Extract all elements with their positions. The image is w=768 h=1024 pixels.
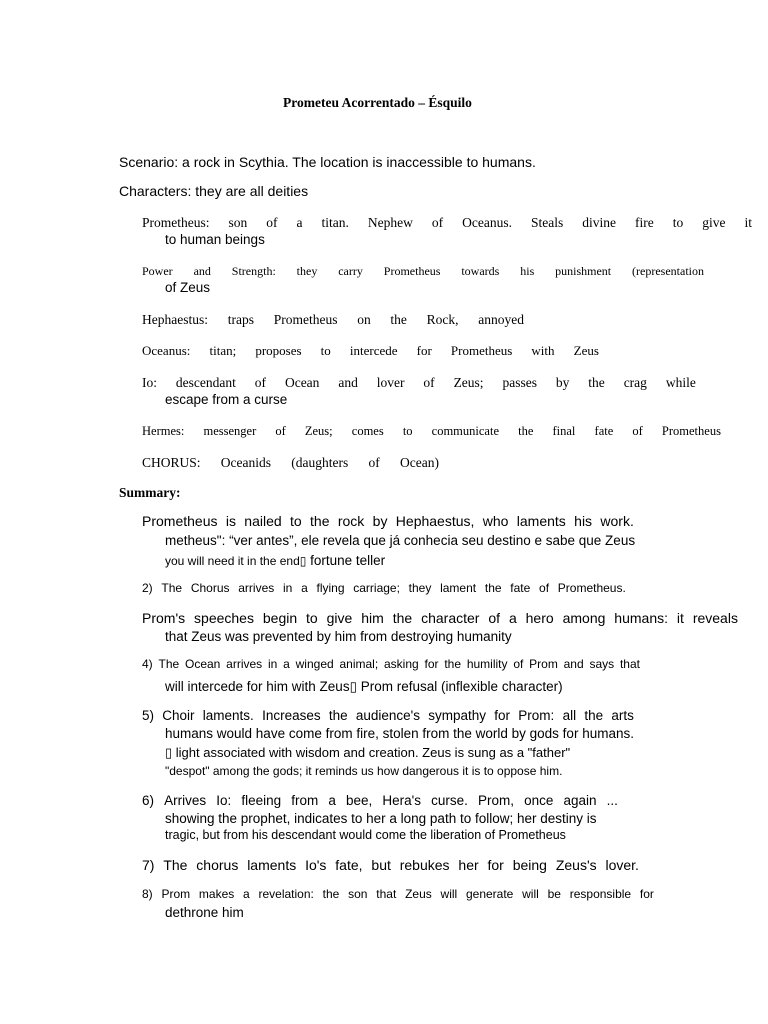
word: arrives <box>238 581 275 595</box>
word: the <box>584 708 604 723</box>
character-io-line1 <box>142 376 696 390</box>
scenario-line: Scenario: a rock in Scythia. The location is inaccessible to humans. <box>119 154 536 170</box>
word: Prom: <box>518 708 555 723</box>
word: the <box>444 657 461 671</box>
word: a <box>243 887 250 901</box>
word: arts <box>611 708 634 723</box>
word: his <box>520 264 535 278</box>
word: animal; <box>339 657 379 671</box>
character-prometheus-line1 <box>142 216 752 230</box>
word: Oceanus: <box>142 343 191 358</box>
word: the <box>310 513 330 529</box>
word: and <box>338 375 358 390</box>
word: that <box>619 657 640 671</box>
word: will <box>440 887 458 901</box>
word: Nephew <box>367 215 413 230</box>
word: humility <box>466 657 508 671</box>
word: 2) <box>142 581 153 595</box>
word: of <box>254 375 267 390</box>
word: son <box>348 887 368 901</box>
word: carriage; <box>353 581 400 595</box>
summary-item1-line3-text: you will need it in the end <box>165 554 300 568</box>
word: they <box>408 581 432 595</box>
word: Hera's <box>382 793 421 808</box>
word: Zeus; <box>304 424 333 438</box>
word: Hephaestus: <box>142 312 208 327</box>
word: Zeus; <box>453 375 484 390</box>
word: to <box>306 610 318 626</box>
word: titan; <box>209 343 237 358</box>
word: humans: <box>614 610 668 626</box>
word: The <box>158 657 180 671</box>
word: speeches <box>194 610 254 626</box>
word: the <box>328 708 348 723</box>
word: is <box>225 513 236 529</box>
word: Ocean <box>184 657 221 671</box>
word: begin <box>262 610 298 626</box>
word: arrives <box>226 657 263 671</box>
word: who <box>482 513 509 529</box>
word: him <box>361 610 384 626</box>
summary-item6-line1 <box>142 794 618 808</box>
word: 6) <box>142 793 155 808</box>
word: the <box>392 610 413 626</box>
word: flying <box>316 581 345 595</box>
summary-item1-line3-tail: fortune teller <box>306 553 386 568</box>
word: a <box>301 581 308 595</box>
word: Prometheus <box>450 343 513 358</box>
word: give <box>702 215 726 230</box>
word: winged <box>295 657 334 671</box>
word: Prom's <box>142 610 186 626</box>
character-hephaestus <box>142 313 524 327</box>
word: Io: <box>142 375 157 390</box>
word: by <box>555 375 570 390</box>
summary-item8-line2: dethrone him <box>165 905 244 920</box>
word: will <box>522 887 539 901</box>
summary-item6-line3: tragic, but from his descendant would come the liberation of Prometheus <box>165 828 566 842</box>
word: towards <box>461 264 500 278</box>
missing-glyph-icon: ▯ <box>299 554 307 568</box>
word: CHORUS: <box>142 455 201 470</box>
word: and <box>193 264 211 278</box>
summary-item4-line1 <box>142 658 640 670</box>
word: nailed <box>244 513 282 529</box>
word: final <box>552 424 576 438</box>
summary-item2 <box>142 582 626 594</box>
word: and <box>563 657 584 671</box>
word: (daughters <box>291 455 349 470</box>
word: titan. <box>321 215 349 230</box>
character-oceanus <box>142 344 599 357</box>
word: Arrives <box>164 793 207 808</box>
characters-heading: Characters: they are all deities <box>119 183 309 199</box>
missing-glyph-icon: ▯ <box>165 745 173 760</box>
word: lament <box>440 581 477 595</box>
word: in <box>283 581 293 595</box>
word: work. <box>600 513 634 529</box>
word: by <box>372 513 388 529</box>
word: 8) <box>142 887 153 901</box>
word: of <box>266 215 278 230</box>
word: rock <box>337 513 365 529</box>
word: Io: <box>216 793 232 808</box>
summary-item5-line2: humans would have come from fire, stolen from the world by gods for humans. <box>165 726 634 741</box>
word: intercede <box>349 343 398 358</box>
word: Prometheus: <box>142 215 210 230</box>
summary-item4-line2-text: will intercede for him with Zeus <box>165 679 350 694</box>
word: Prometheus <box>142 513 218 529</box>
word: of <box>539 581 550 595</box>
word: crag <box>623 375 647 390</box>
word: again <box>563 793 597 808</box>
word: of <box>423 375 435 390</box>
word: of <box>632 424 643 438</box>
word: her <box>458 857 479 873</box>
word: communicate <box>431 424 499 438</box>
word: it <box>676 610 684 626</box>
word: generate <box>465 887 514 901</box>
word: Ocean) <box>399 455 439 470</box>
character-chorus <box>142 456 439 470</box>
word: Chorus <box>190 581 230 595</box>
word: for <box>639 887 654 901</box>
word: on <box>357 312 371 327</box>
word: character <box>421 610 480 626</box>
word: in <box>267 657 278 671</box>
word: descendant <box>175 375 236 390</box>
word: be <box>547 887 561 901</box>
summary-item4-line2-tail: Prom refusal (inflexible character) <box>357 679 563 694</box>
word: Zeus's <box>555 857 597 873</box>
word: Prometheus <box>383 264 441 278</box>
document-title: Prometeu Acorrentado – Ésquilo <box>283 95 472 110</box>
word: to <box>402 424 413 438</box>
summary-item7 <box>142 858 639 872</box>
word: Choir <box>162 708 195 723</box>
word: divine <box>582 215 616 230</box>
word: Strength: <box>231 264 276 278</box>
word: a <box>328 793 336 808</box>
word: passes <box>502 375 537 390</box>
word: fate <box>510 581 531 595</box>
word: chorus <box>196 857 239 873</box>
word: laments <box>516 513 566 529</box>
word: the <box>588 375 605 390</box>
word: a <box>283 657 290 671</box>
word: asking <box>383 657 419 671</box>
word: reveals <box>692 610 738 626</box>
word: punishment <box>555 264 612 278</box>
word: Prom <box>161 887 191 901</box>
word: Prometheus <box>661 424 721 438</box>
word: for <box>424 657 439 671</box>
summary-item4-line2 <box>165 680 563 694</box>
summary-item1-line3 <box>165 553 385 569</box>
word: Zeus <box>405 887 432 901</box>
word: revelation: <box>258 887 314 901</box>
word: Zeus <box>573 343 599 358</box>
word: of <box>513 657 524 671</box>
word: fate, <box>335 857 363 873</box>
word: fleeing <box>241 793 282 808</box>
word: 4) <box>142 657 153 671</box>
word: The <box>163 857 188 873</box>
word: they <box>296 264 318 278</box>
word: Prom <box>529 657 558 671</box>
word: lover. <box>605 857 639 873</box>
word: Rock, <box>426 312 459 327</box>
word: from <box>291 793 319 808</box>
word: of <box>488 610 501 626</box>
word: messenger <box>203 424 257 438</box>
character-io-line2: escape from a curse <box>165 392 288 407</box>
word: a <box>296 215 303 230</box>
word: Increases <box>262 708 321 723</box>
word: of <box>431 215 444 230</box>
word: the <box>518 424 534 438</box>
word: the <box>390 312 407 327</box>
word: Prometheus <box>273 312 338 327</box>
word: Oceanids <box>220 455 271 470</box>
word: all <box>562 708 577 723</box>
word: The <box>161 581 183 595</box>
word: his <box>574 513 593 529</box>
word: the <box>322 887 340 901</box>
missing-glyph-icon: ▯ <box>349 679 358 694</box>
character-prometheus-line2: to human beings <box>165 232 265 247</box>
word: laments <box>247 857 297 873</box>
word: proposes <box>255 343 302 358</box>
word: of <box>368 455 380 470</box>
character-power-line1 <box>142 265 704 277</box>
word: being <box>512 857 547 873</box>
word: son <box>228 215 248 230</box>
summary-item5-line4: "despot" among the gods; it reminds us how dangerous it is to oppose him. <box>165 764 563 778</box>
word: ... <box>606 793 618 808</box>
word: Hephaestus, <box>395 513 475 529</box>
word: to <box>320 343 331 358</box>
word: Hermes: <box>142 424 185 438</box>
word: lover <box>376 375 405 390</box>
word: for <box>416 343 432 358</box>
word: comes <box>351 424 384 438</box>
word: audience's <box>355 708 420 723</box>
word: of <box>275 424 286 438</box>
word: for <box>494 708 511 723</box>
summary-item5-line3-text: light associated with wisdom and creation. Zeus is sung as a "father" <box>172 745 571 760</box>
character-power-line2: of Zeus <box>165 280 211 295</box>
word: Oceanus. <box>462 215 512 230</box>
summary-item3-line1 <box>142 611 738 625</box>
word: to <box>290 513 302 529</box>
word: Ocean <box>284 375 320 390</box>
summary-item1-line1 <box>142 514 634 528</box>
word: Steals <box>530 215 564 230</box>
word: Prometheus. <box>557 581 626 595</box>
word: responsible <box>569 887 632 901</box>
word: laments. <box>202 708 254 723</box>
word: Io's <box>305 857 327 873</box>
word: it <box>744 215 752 230</box>
word: fire <box>634 215 654 230</box>
word: makes <box>198 887 235 901</box>
word: Power <box>142 264 173 278</box>
word: for <box>487 857 504 873</box>
word: 5) <box>142 708 155 723</box>
summary-item1-line2: metheus": “ver antes”, ele revela que já conhecia seu destino e sabe que Zeus <box>165 533 636 548</box>
summary-item8-line1 <box>142 888 654 900</box>
word: to <box>672 215 684 230</box>
word: says <box>589 657 615 671</box>
summary-item3-line2: that Zeus was prevented by him from destroying humanity <box>165 629 512 644</box>
word: hero <box>525 610 554 626</box>
word: annoyed <box>478 312 524 327</box>
summary-item6-line2: showing the prophet, indicates to her a long path to follow; her destiny is <box>165 811 597 826</box>
word: carry <box>338 264 363 278</box>
character-hermes <box>142 425 721 438</box>
word: Prom, <box>477 793 514 808</box>
word: but <box>371 857 391 873</box>
word: bee, <box>346 793 373 808</box>
word: among <box>562 610 606 626</box>
summary-item5-line3 <box>165 746 570 759</box>
word: traps <box>227 312 254 327</box>
word: sympathy <box>428 708 487 723</box>
word: give <box>326 610 353 626</box>
word: a <box>508 610 517 626</box>
word: fate <box>594 424 614 438</box>
summary-item5-line1 <box>142 709 634 723</box>
word: rebukes <box>399 857 450 873</box>
word: 7) <box>142 857 155 873</box>
word: with <box>531 343 555 358</box>
summary-heading: Summary: <box>119 485 181 500</box>
word: (representation <box>632 264 704 278</box>
word: the <box>484 581 502 595</box>
word: while <box>665 375 696 390</box>
word: that <box>376 887 397 901</box>
word: once <box>524 793 554 808</box>
word: curse. <box>431 793 468 808</box>
